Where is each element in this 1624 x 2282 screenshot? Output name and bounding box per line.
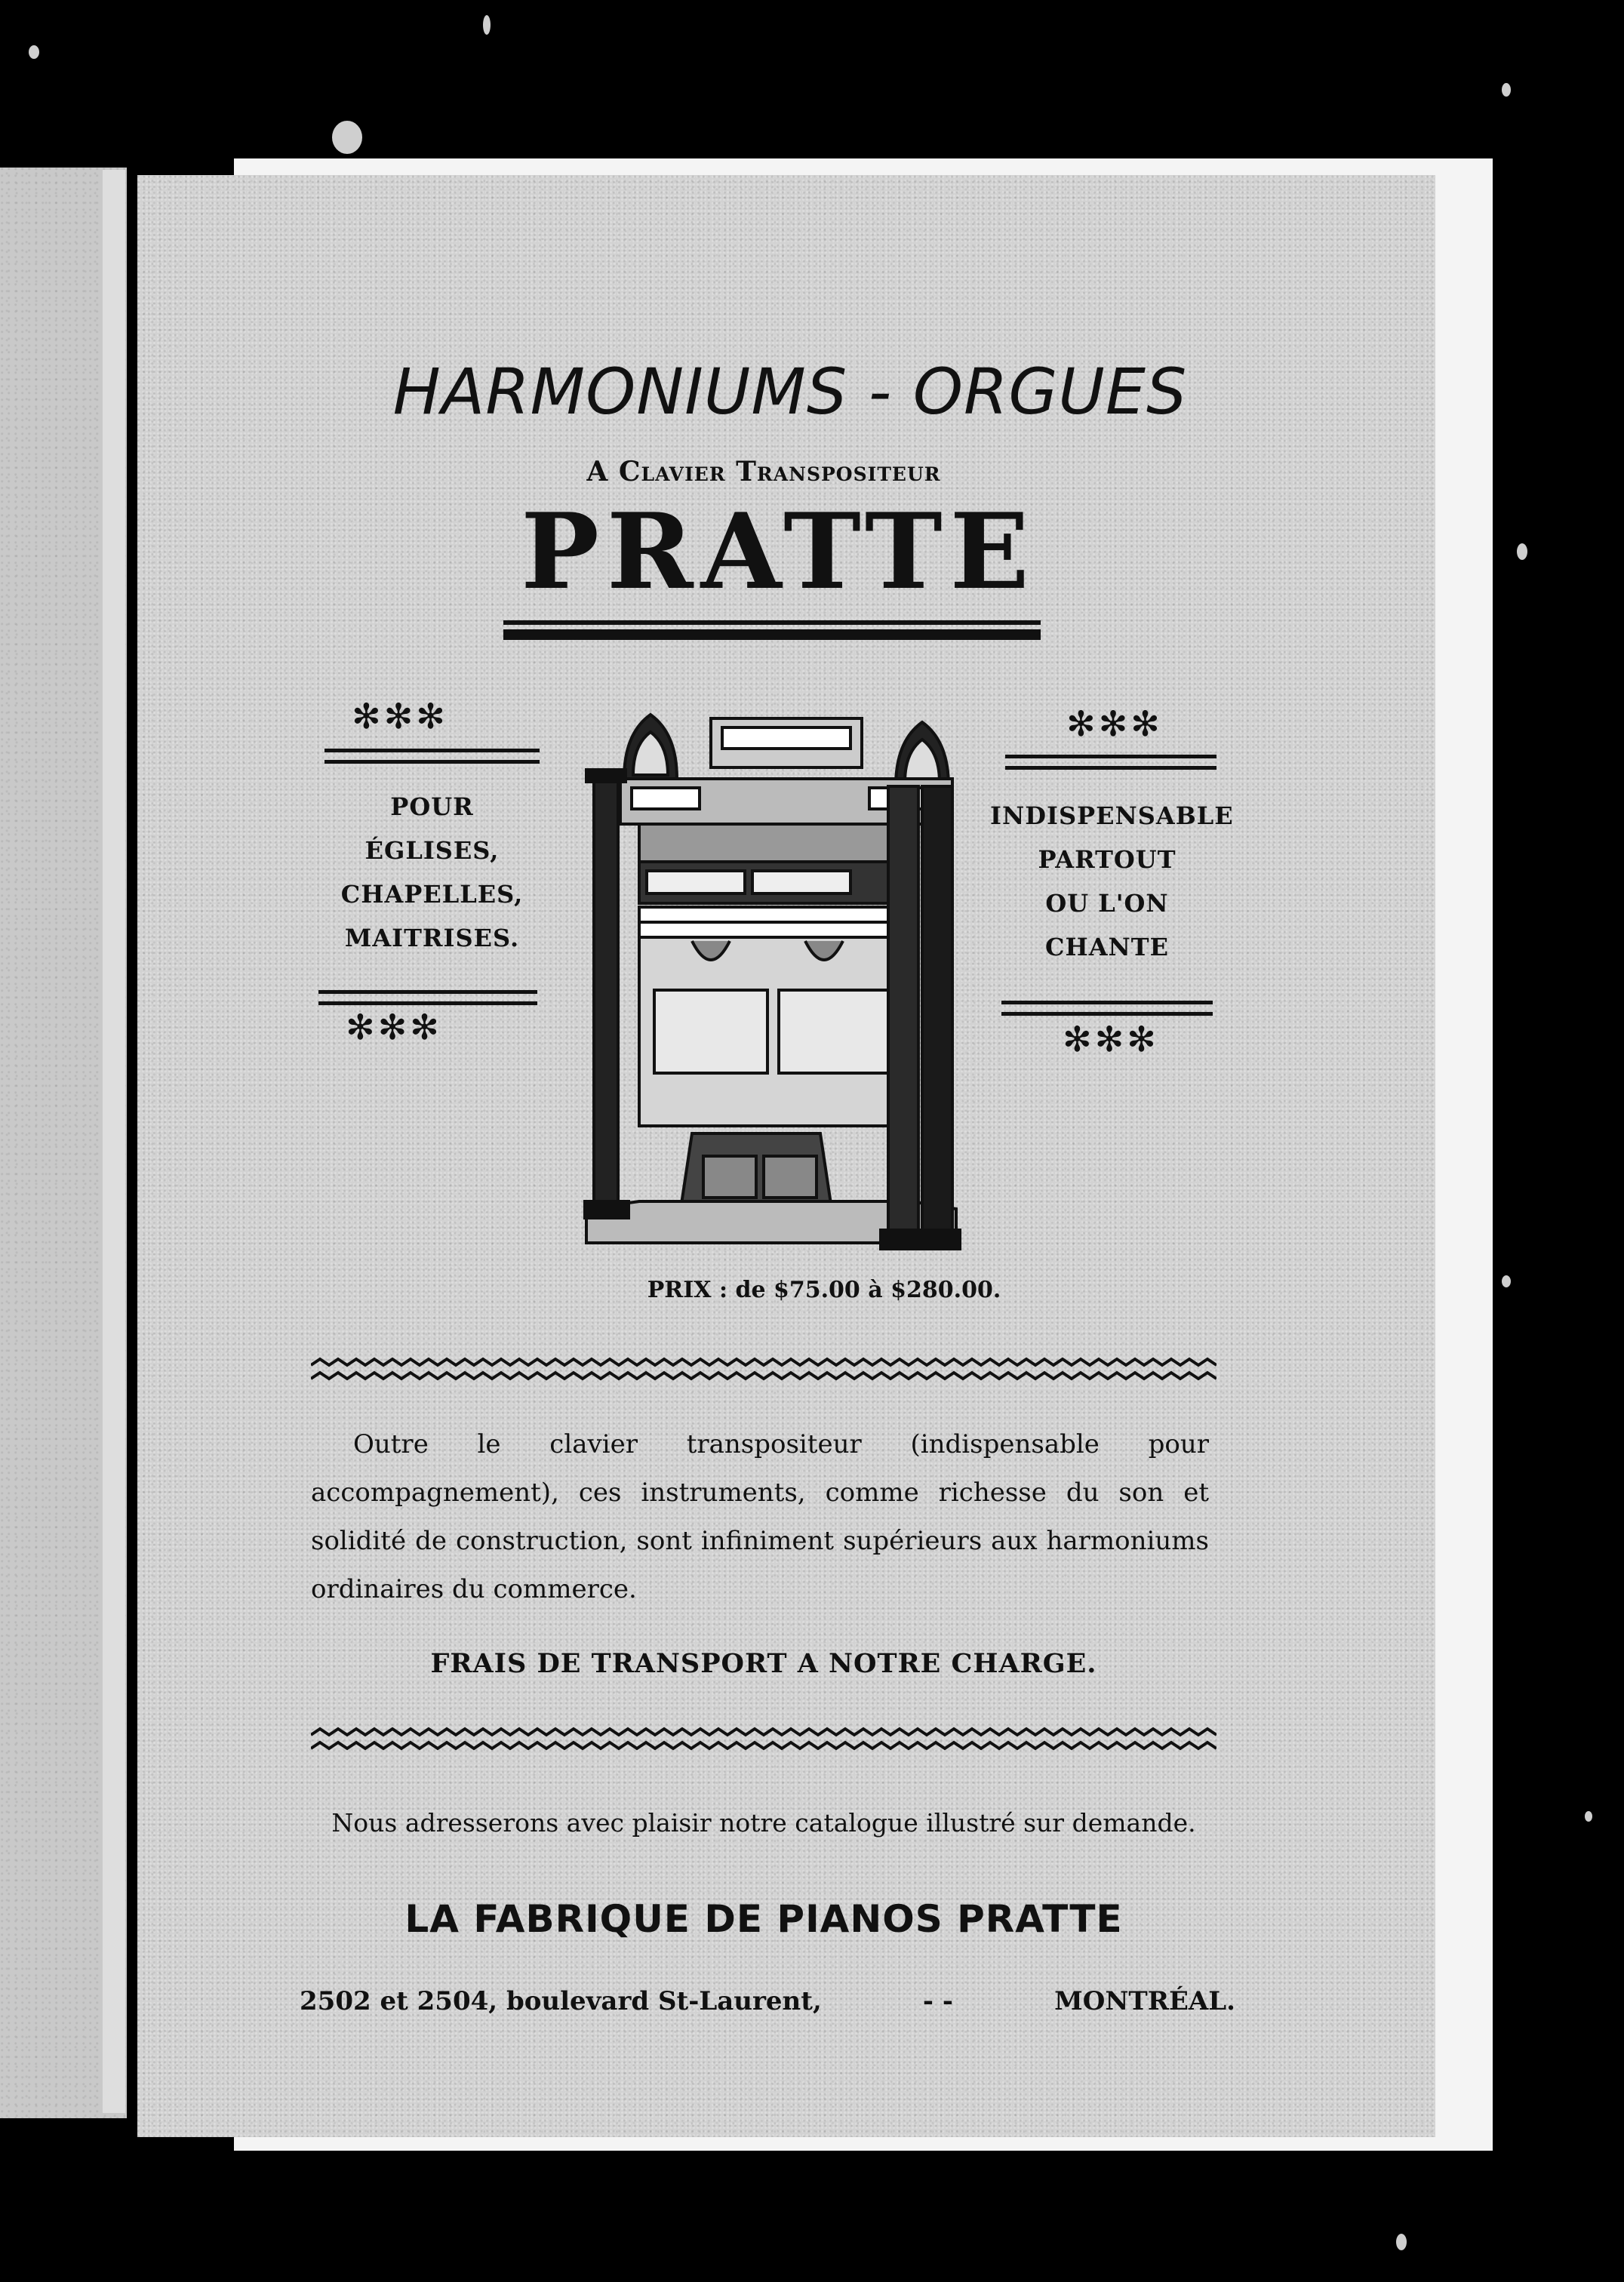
right-panel-line: OU L'ON: [1045, 889, 1169, 918]
zigzag-divider: [311, 1726, 1216, 1756]
left-panel-line: ÉGLISES,: [364, 836, 500, 865]
right-panel-line: CHANTE: [1045, 933, 1169, 961]
right-top-ornament: ✻✻✻: [1066, 703, 1163, 744]
description-paragraph: Outre le clavier transpositeur (indispensable pour accompagnement), ces instruments, comme richesse du son et solidité de construction, sont infiniment supérieurs aux harmoniums ordinaires du commerce.: [311, 1429, 1209, 1604]
adjacent-page-edge: [103, 170, 125, 2113]
dust-speck: [29, 45, 39, 59]
left-panel-line: MAITRISES.: [344, 924, 520, 952]
catalogue-offer: Nous adresserons avec plaisir notre catalogue illustré sur demande.: [331, 1808, 1196, 1838]
left-bottom-rule: [318, 990, 537, 1005]
brand-title: PRATTE: [521, 490, 1037, 613]
left-top-ornament: ✻✻✻: [352, 696, 448, 737]
right-panel-text: [990, 794, 1234, 969]
right-panel-line: PARTOUT: [1038, 845, 1176, 874]
address-city: MONTRÉAL.: [1054, 1986, 1235, 2016]
dust-speck: [483, 15, 491, 35]
left-top-rule: [324, 749, 540, 764]
subheadline: A Clavier Transpositeur: [586, 456, 941, 487]
dust-speck: [1396, 2234, 1407, 2250]
brand-underline-thick: [503, 629, 1041, 640]
brand-underline-thin: [503, 620, 1041, 625]
right-bottom-ornament: ✻✻✻: [1063, 1019, 1159, 1060]
transport-notice: FRAIS DE TRANSPORT A NOTRE CHARGE.: [430, 1648, 1097, 1679]
right-bottom-rule: [1001, 1001, 1213, 1016]
zigzag-divider: [311, 1356, 1216, 1386]
left-panel-line: CHAPELLES,: [340, 880, 524, 909]
left-panel-text: [324, 785, 540, 960]
dust-speck: [1585, 1811, 1592, 1822]
right-panel-line: INDISPENSABLE: [990, 801, 1234, 830]
dust-speck: [1502, 83, 1511, 97]
advertisement-page: [137, 175, 1435, 2137]
dust-speck: [1502, 1275, 1511, 1287]
address-street: 2502 et 2504, boulevard St-Laurent,: [300, 1986, 822, 2016]
address-separator: - -: [922, 1986, 953, 2016]
company-name: LA FABRIQUE DE PIANOS PRATTE: [404, 1897, 1123, 1941]
right-top-rule: [1005, 755, 1216, 770]
headline: HARMONIUMS - ORGUES: [392, 355, 1188, 429]
price-line: PRIX : de $75.00 à $280.00.: [647, 1277, 1001, 1303]
harmonium-illustration: [579, 681, 967, 1262]
left-panel-line: POUR: [390, 792, 474, 821]
dust-speck: [1517, 543, 1527, 560]
company-address: [300, 1986, 1235, 2016]
dust-speck: [332, 121, 362, 154]
left-bottom-ornament: ✻✻✻: [346, 1007, 442, 1047]
